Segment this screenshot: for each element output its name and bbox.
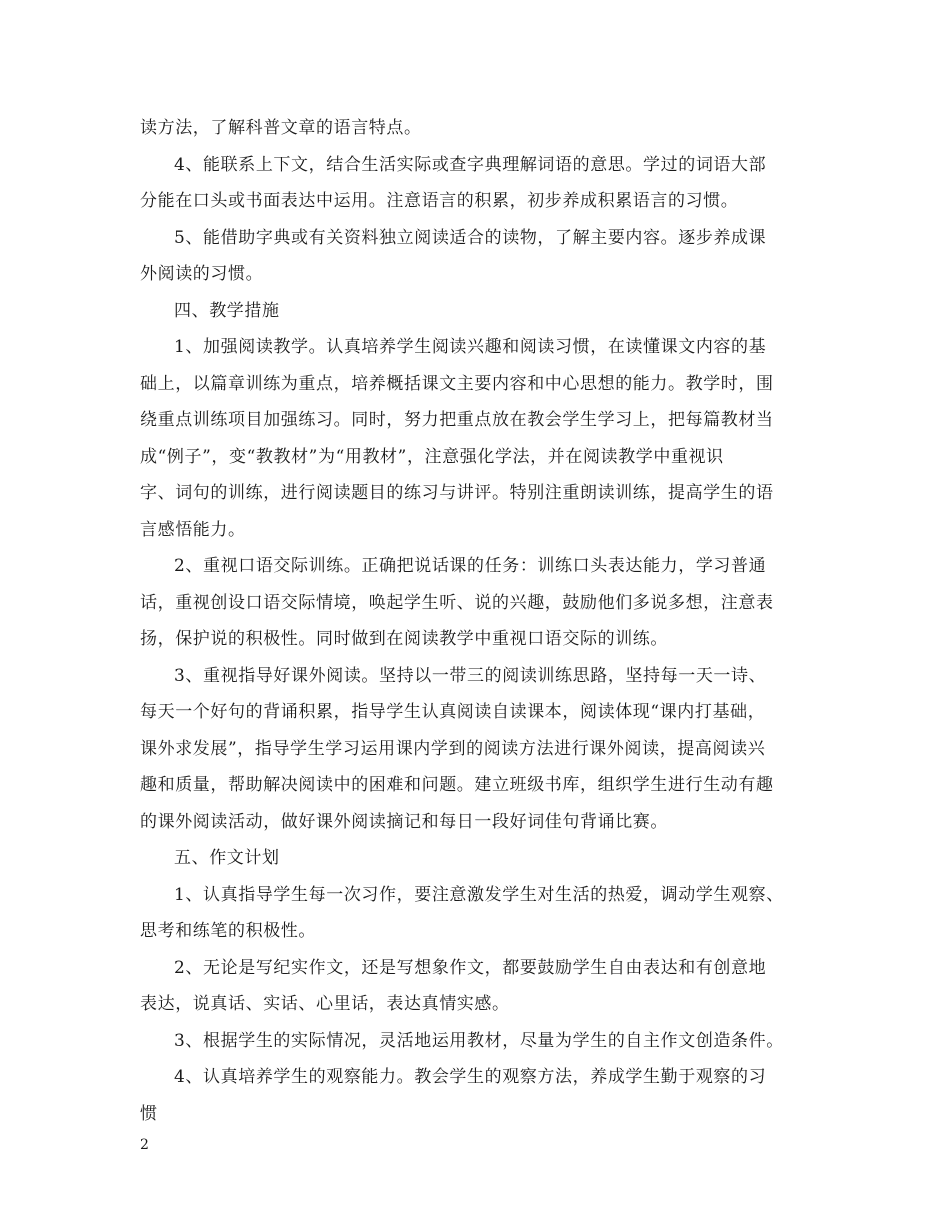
- text-line: 言感悟能力。: [140, 520, 246, 540]
- text-line: 成“例子”，变“教教材”为“用教材”，注意强化学法，并在阅读教学中重视识: [140, 447, 724, 467]
- text-line: 3、根据学生的实际情况，灵活地运用教材，尽量为学生的自主作文创造条件。: [174, 1031, 784, 1051]
- text-line: 1、加强阅读教学。认真培养学生阅读兴趣和阅读习惯，在读懂课文内容的基: [174, 337, 767, 357]
- page-number: 2: [140, 1137, 149, 1153]
- section-heading: 四、教学措施: [174, 301, 280, 321]
- text-line: 分能在口头或书面表达中运用。注意语言的积累，初步养成积累语言的习惯。: [140, 191, 739, 211]
- text-line: 4、认真培养学生的观察能力。教会学生的观察方法，养成学生勤于观察的习: [174, 1067, 767, 1087]
- text-line: 4、能联系上下文，结合生活实际或查字典理解词语的意思。学过的词语大部: [174, 155, 767, 175]
- text-line: 绕重点训练项目加强练习。同时，努力把重点放在教会学生学习上，把每篇教材当: [140, 410, 774, 430]
- text-line: 2、无论是写纪实作文，还是写想象作文，都要鼓励学生自由表达和有创意地: [174, 958, 767, 978]
- text-line: 外阅读的习惯。: [140, 264, 264, 284]
- text-line: 话，重视创设口语交际情境，唤起学生听、说的兴趣，鼓励他们多说多想，注意表: [140, 593, 774, 613]
- text-line: 思考和练笔的积极性。: [140, 921, 316, 941]
- text-line: 每天一个好句的背诵积累，指导学生认真阅读自读课本，阅读体现“课内打基础，: [140, 702, 766, 722]
- text-line: 扬，保护说的积极性。同时做到在阅读教学中重视口语交际的训练。: [140, 629, 668, 649]
- text-line: 惯: [140, 1104, 158, 1124]
- text-line: 字、词句的训练，进行阅读题目的练习与讲评。特别注重朗读训练，提高学生的语: [140, 483, 774, 503]
- text-line: 趣和质量，帮助解决阅读中的困难和问题。建立班级书库，组织学生进行生动有趣: [140, 775, 774, 795]
- text-line: 课外求发展”，指导学生学习运用课内学到的阅读方法进行课外阅读，提高阅读兴: [140, 739, 766, 759]
- text-line: 3、重视指导好课外阅读。坚持以一带三的阅读训练思路，坚持每一天一诗、: [174, 666, 767, 686]
- text-line: 2、重视口语交际训练。正确把说话课的任务：训练口头表达能力，学习普通: [174, 556, 767, 576]
- text-line: 读方法，了解科普文章的语言特点。: [140, 118, 422, 138]
- text-line: 表达，说真话、实话、心里话，表达真情实感。: [140, 994, 510, 1014]
- section-heading: 五、作文计划: [174, 848, 280, 868]
- text-line: 5、能借助字典或有关资料独立阅读适合的读物，了解主要内容。逐步养成课: [174, 228, 767, 248]
- text-line: 的课外阅读活动，做好课外阅读摘记和每日一段好词佳句背诵比赛。: [140, 812, 668, 832]
- text-line: 础上，以篇章训练为重点，培养概括课文主要内容和中心思想的能力。教学时，围: [140, 374, 774, 394]
- text-line: 1、认真指导学生每一次习作，要注意激发学生对生活的热爱，调动学生观察、: [174, 885, 784, 905]
